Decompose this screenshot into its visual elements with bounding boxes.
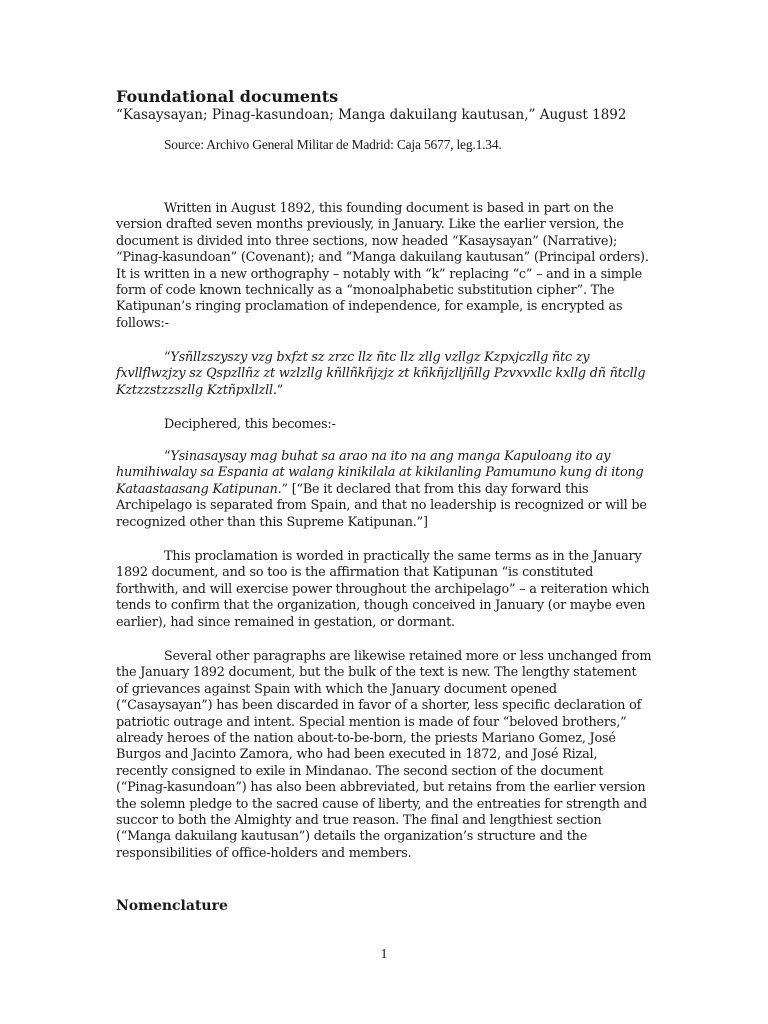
paragraph-other-sections: Several other paragraphs are likewise retained more or less unchanged from the January 1892 document, but the bulk of the text is new. The lengthy statement of grievances against Spain with which the January document opened (“Casaysayan”) has been discarded in favor of a shorter, less specific declaration of patriotic outrage and intent. Special mention is made of four “beloved brothers,” already heroes of the nation about-to-be-born, the priests Mariano Gomez, José Burgos and Jacinto Zamora, who had been executed in 1872, and José Rizal, recently consigned to exile in Mindanao. The second section of the document (“Pinag-kasundoan”) has also been abbreviated, but retains from the earlier version the solemn pledge to the sacred cause of liberty, and the entreaties for strength and succor to both the Almighty and true reason. The final and lengthiest section (“Manga dakuilang kautusan”) details the organization’s structure and the responsibilities of office-holders and members. <box>116 649 652 861</box>
paragraph-introduction: Written in August 1892, this founding document is based in part on the version drafted seven months previously, in January. Like the earlier version, the document is divided into three sections, now headed “Kasaysayan” (Narrative); “Pinag-kasundoan” (Covenant); and “Manga dakuilang kautusan” (Principal orders). It is written in a new orthography – notably with “k” replacing “c” – and in a simple form of code known technically as a “monoalphabetic substitution cipher”. The Katipunan’s ringing proclamation of independence, for example, is encrypted as follows:- <box>116 201 649 331</box>
cipher-text: Ysñllzszyszy vzg bxfzt sz zrzc llz ñtc llz zllg vzllgz Kzpxjczllg ñtc zy fxvllflwzjzy sz Qspzllñz zt wzlzllg kñllñkñjzjz zt kñkñjzlljñllg Pzvxvxllc kxllg dñ ñtcllg Kztzzstzzszllg Kztñpxllzll. <box>116 350 646 398</box>
english-translation: ” [“Be it declared that from this day forward this Archipelago is separated from Spain, and that no leadership is recognized or will be recognized other than this Supreme Katipunan.”] <box>116 481 647 530</box>
paragraph-proclamation: This proclamation is worded in practically the same terms as in the January 1892 document, and so too is the affirmation that Katipunan “is constituted forthwith, and will exercise power throughout the archipelago” – a reiteration which tends to confirm that the organization, though conceived in January (or maybe even earlier), had since remained in gestation, or dormant. <box>116 549 650 630</box>
quote-close: ” <box>276 382 284 398</box>
page-title: Foundational documents <box>116 87 339 106</box>
section-heading-nomenclature: Nomenclature <box>116 898 228 914</box>
paragraph-cipher-text <box>116 350 652 399</box>
page-number: 1 <box>380 947 388 962</box>
quote-open: “ <box>164 449 171 464</box>
quote-open: “ <box>164 350 171 365</box>
source-citation: Source: Archivo General Militar de Madrid: Caja 5677, leg.1.34. <box>164 137 502 152</box>
paragraph-deciphered-text <box>116 449 652 531</box>
document-subtitle: “Kasaysayan; Pinag-kasundoan; Manga dakuilang kautusan,” August 1892 <box>116 107 627 123</box>
paragraph-deciphered-intro: Deciphered, this becomes:- <box>164 417 336 432</box>
deciphered-tagalog: Ysinasaysay mag buhat sa arao na ito na ang manga Kapuloang ito ay humihiwalay sa Espania at walang kinikilala at kikilanling Pamumuno kung di itong Kataastaasang Katipunan. <box>116 449 644 497</box>
